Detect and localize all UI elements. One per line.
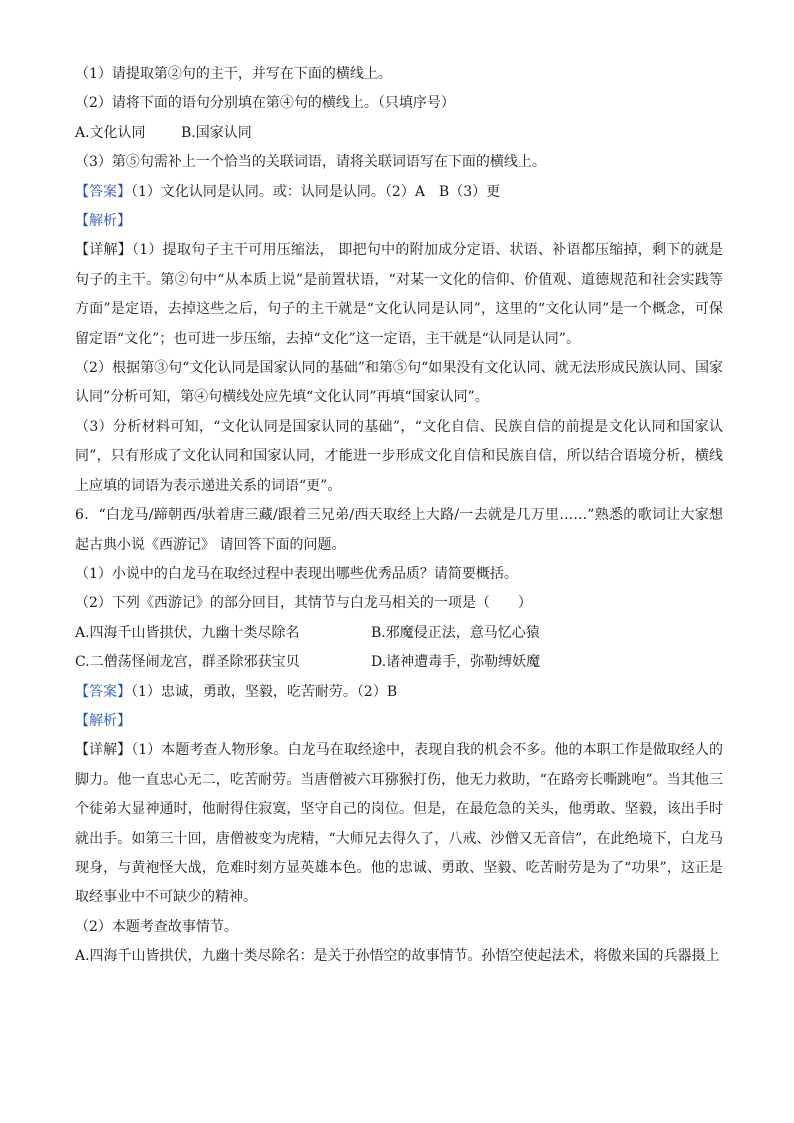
q5-sub-question-2: （2）请将下面的语句分别填在第④句的横线上。（只填序号） <box>75 95 455 112</box>
detail-text: （1）提取句子主干可用压缩法， 即把句中的附加成分定语、状语、补语都压缩掉，剩下的就是句子的主干。第②句中“从本质上说”是前置状语，“对某一文化的信仰、价值观、道德规范和社会实践等方面”是定语，去掉这些之后，句子的主干就是“文化认同是认同”，这里的“文化认同”是一个概念，可保留定语“文化”；也可进一步压缩，去掉“文化”这一定语，主干就是“认同是认同”。 <box>75 242 723 347</box>
q6-stem: 6．“白龙马/蹄朝西/驮着唐三藏/跟着三兄弟/西天取经上大路/一去就是几万里……”熟悉的歌词让大家想起古典小说《西游记》 请回答下面的问题。 <box>75 507 723 553</box>
q6-answer <box>75 678 723 707</box>
q5-detail-1 <box>75 236 723 354</box>
q6-detail-1 <box>75 736 723 912</box>
q6-detail-2-intro: （2）本题考查故事情节。 <box>75 918 238 935</box>
q6-option-c: C.二僧荡怪闹龙宫，群圣除邪获宝贝 <box>75 654 300 671</box>
q5-option-a: A.文化认同 <box>75 124 146 141</box>
detail-tag: 【详解】 <box>75 242 133 259</box>
document-page <box>75 60 723 972</box>
q6-sub-question-1: （1）小说中的白龙马在取经过程中表现出哪些优秀品质？请简要概括。 <box>75 565 518 582</box>
q5-sub-question-1: （1）请提取第②句的主干，并写在下面的横线上。 <box>75 66 392 82</box>
q6-option-a: A.四海千山皆拱伏，九幽十类尽除名 <box>75 624 300 641</box>
q6-analysis-heading <box>75 707 723 736</box>
q5-analysis-heading <box>75 207 723 236</box>
q5-option-b: B.国家认同 <box>181 124 252 141</box>
q6-option-b: B.邪魔侵正法，意马忆心猿 <box>371 624 540 641</box>
q6-option-d: D.诸神遭毒手，弥勒缚妖魔 <box>371 654 541 671</box>
q6-options-row-2 <box>75 648 723 677</box>
q5-detail-2: （2）根据第③句“文化认同是国家认同的基础”和第⑤句“如果没有文化认同、就无法形成民族认同、国家认同”分析可知，第④句横线处应先填“文化认同”再填“国家认同”。 <box>75 360 723 406</box>
answer-text: （1）忠诚，勇敢，坚毅，吃苦耐劳。（2）B <box>131 683 398 700</box>
analysis-tag: 【解析】 <box>75 213 131 230</box>
q6-options-row-1 <box>75 619 723 648</box>
answer-tag: 【答案】 <box>75 183 131 200</box>
q5-options-row <box>75 119 723 148</box>
q6-detail-2-option-a: A.四海千山皆拱伏，九幽十类尽除名：是关于孙悟空的故事情节。孙悟空使起法术，将傲来国的兵器摄上 <box>75 948 720 965</box>
q5-answer <box>75 178 723 207</box>
q6-sub-question-2: （2）下列《西游记》的部分回目，其情节与白龙马相关的一项是（ ） <box>75 595 532 612</box>
detail-text: （1）本题考查人物形象。白龙马在取经途中，表现自我的机会不多。他的本职工作是做取经人的脚力。他一直忠心无二，吃苦耐劳。当唐僧被六耳猕猴打伤，他无力救助，“在路旁长嘶跳咆”。当其他三个徒弟大显神通时，他耐得住寂寞，坚守自己的岗位。但是，在最危急的关头，他勇敢、坚毅，该出手时就出手。如第三十回，唐僧被变为虎精，“大师兄去得久了，八戒、沙僧又无音信”，在此绝境下，白龙马现身，与黄袍怪大战，危难时刻方显英雄本色。他的忠诚、勇敢、坚毅、吃苦耐劳是为了“功果”，这正是取经事业中不可缺少的精神。 <box>75 742 724 906</box>
q5-sub-question-3: （3）第⑤句需补上一个恰当的关联词语，请将关联词语写在下面的横线上。 <box>75 154 546 171</box>
answer-text: （1）文化认同是认同。或：认同是认同。（2）A B（3）更 <box>131 183 501 200</box>
detail-tag: 【详解】 <box>75 742 132 759</box>
analysis-tag: 【解析】 <box>75 712 131 729</box>
q5-detail-3: （3）分析材料可知，“文化认同是国家认同的基础”，“文化自信、民族自信的前提是文化认同和国家认同”，只有形成了文化认同和国家认同，才能进一步形成文化自信和民族自信，所以结合语境分析，横线上应填的词语为表示递进关系的词语“更”。 <box>75 418 723 494</box>
answer-tag: 【答案】 <box>75 683 131 700</box>
